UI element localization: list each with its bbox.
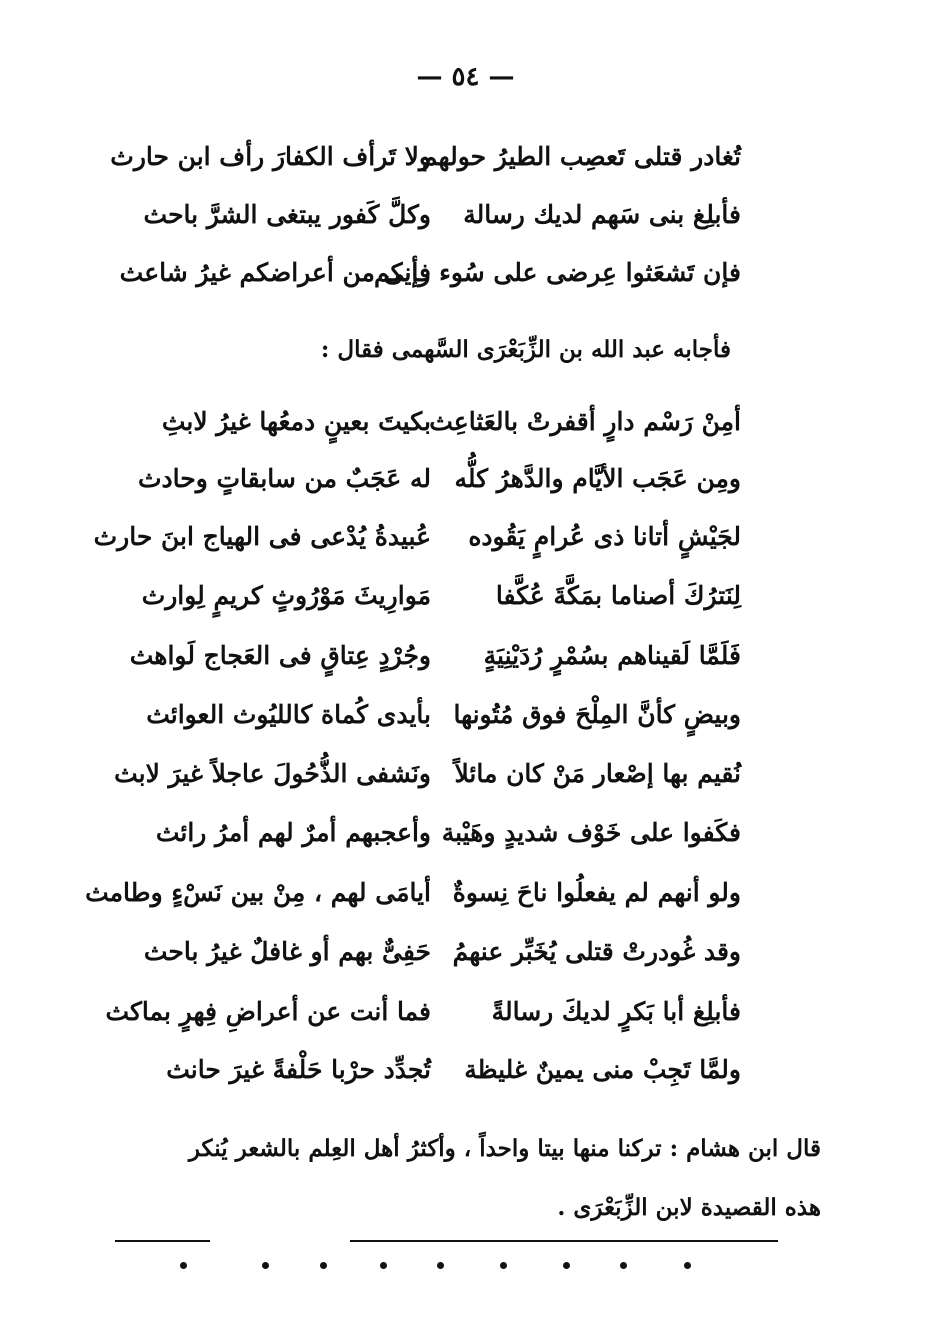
footer-dot [437,1262,444,1269]
verse-line [0,1050,931,1090]
second-hemistich: ونَشفى الذُّحُولَ عاجلاً غيرَ لابث [114,759,431,788]
editor-note-line-1: قال ابن هشام : تركنا منها بيتا واحداً ، وأكثرُ أهل العِلم بالشعر يُنكر [188,1135,821,1162]
second-hemistich: حَفِىٌّ بهم أو غافلٌ غيرُ باحث [143,937,431,966]
first-hemistich: نُقيم بها إصْعار مَنْ كان مائلاً [454,759,741,788]
second-hemistich: مَوارِيثَ مَوْرُوثٍ كريمٍ لِوارث [141,581,431,610]
page-number: — ٥٤ — [416,62,515,92]
editor-note-line-2: هذه القصيدة لابن الزِّبَعْرَى . [557,1194,821,1221]
footer-dot [180,1262,187,1269]
verse-line [0,636,931,676]
footer-rule-left [115,1240,210,1242]
first-hemistich: أمِنْ رَسْم دارٍ أقفرتْ بالعَثاعِث [429,407,741,436]
footer-dot [563,1262,570,1269]
second-hemistich: وكلَّ كَفور يبتغى الشرَّ باحث [143,200,431,229]
footer-dot [320,1262,327,1269]
footer-dot [262,1262,269,1269]
first-hemistich: فَلَمَّا لَقيناهم بسُمْرٍ رُدَيْنِيَةٍ [483,641,741,670]
second-hemistich: له عَجَبٌ من سابقاتٍ وحادث [138,464,431,493]
verse-line [0,813,931,853]
verse-line [0,932,931,972]
first-hemistich: وبيضٍ كأنَّ المِلْحَ فوق مُتُونها [453,700,741,729]
first-hemistich: لِنَترُكَ أصناما بمَكَّةَ عُكَّفا [495,581,741,610]
second-hemistich: وجُرْدٍ عِتاقٍ فى العَجاج لَواهث [129,641,431,670]
first-hemistich: تُغادر قتلى تَعصِب الطيرُ حولهم [421,142,741,171]
verse-line [0,517,931,557]
second-hemistich: تُجدِّد حرْبا حَلْفةً غيرَ حانث [166,1055,431,1084]
second-hemistich: أيامَى لهم ، مِنْ بين نَسْءٍ وطامث [85,878,431,907]
first-hemistich: ولو أنهم لم يفعلُوا ناحَ نِسوةٌ [452,878,741,907]
verse-line [0,873,931,913]
intro-line: فأجابه عبد الله بن الزِّبَعْرَى السَّهمى فقال : [320,336,731,363]
footer-dot [380,1262,387,1269]
second-hemistich: فما أنت عن أعراضِ فِهرٍ بماكث [105,997,431,1026]
second-hemistich: بكيتَ بعينٍ دمعُها غيرُ لابثِ [161,407,431,436]
second-hemistich: عُبيدةُ يُدْعى فى الهياج ابنَ حارث [93,522,431,551]
verse-line [0,402,931,442]
verse-line [0,137,931,177]
footer-dot [620,1262,627,1269]
first-hemistich: فأبلِغ أبا بَكرٍ لديكَ رسالةً [491,997,741,1026]
verse-line [0,195,931,235]
verse-line [0,992,931,1032]
first-hemistich: لجَيْشٍ أتانا ذى عُرامٍ يَقُوده [468,522,741,551]
verse-line [0,253,931,293]
second-hemistich: بأيدى كُماة كالليُوث العوائث [146,700,431,729]
first-hemistich: ومِن عَجَب الأيَّام والدَّهرُ كلُّه [454,464,741,493]
first-hemistich: فإن تَشعَثوا عِرضى على سُوء رأيكم [373,258,741,287]
footer-rule-right [350,1240,778,1242]
verse-line [0,754,931,794]
first-hemistich: فأبلِغ بنى سَهم لديك رسالة [463,200,741,229]
footer-dot [500,1262,507,1269]
second-hemistich: ولا تَرأف الكفارَ رأف ابن حارث [110,142,431,171]
first-hemistich: ولمَّا تَجِبْ منى يمينٌ غليظة [464,1055,741,1084]
first-hemistich: فكَفوا على خَوْف شديدٍ وهَيْبة [441,818,741,847]
verse-line [0,695,931,735]
first-hemistich: وقد غُودرتْ قتلى يُخَبِّر عنهمُ [452,937,741,966]
footer-dot [684,1262,691,1269]
second-hemistich: وأعجبهم أمرٌ لهم أمرُ رائث [155,818,431,847]
second-hemistich: فإنى من أعراضكم غيرُ شاعث [119,258,431,287]
verse-line [0,459,931,499]
verse-line [0,576,931,616]
